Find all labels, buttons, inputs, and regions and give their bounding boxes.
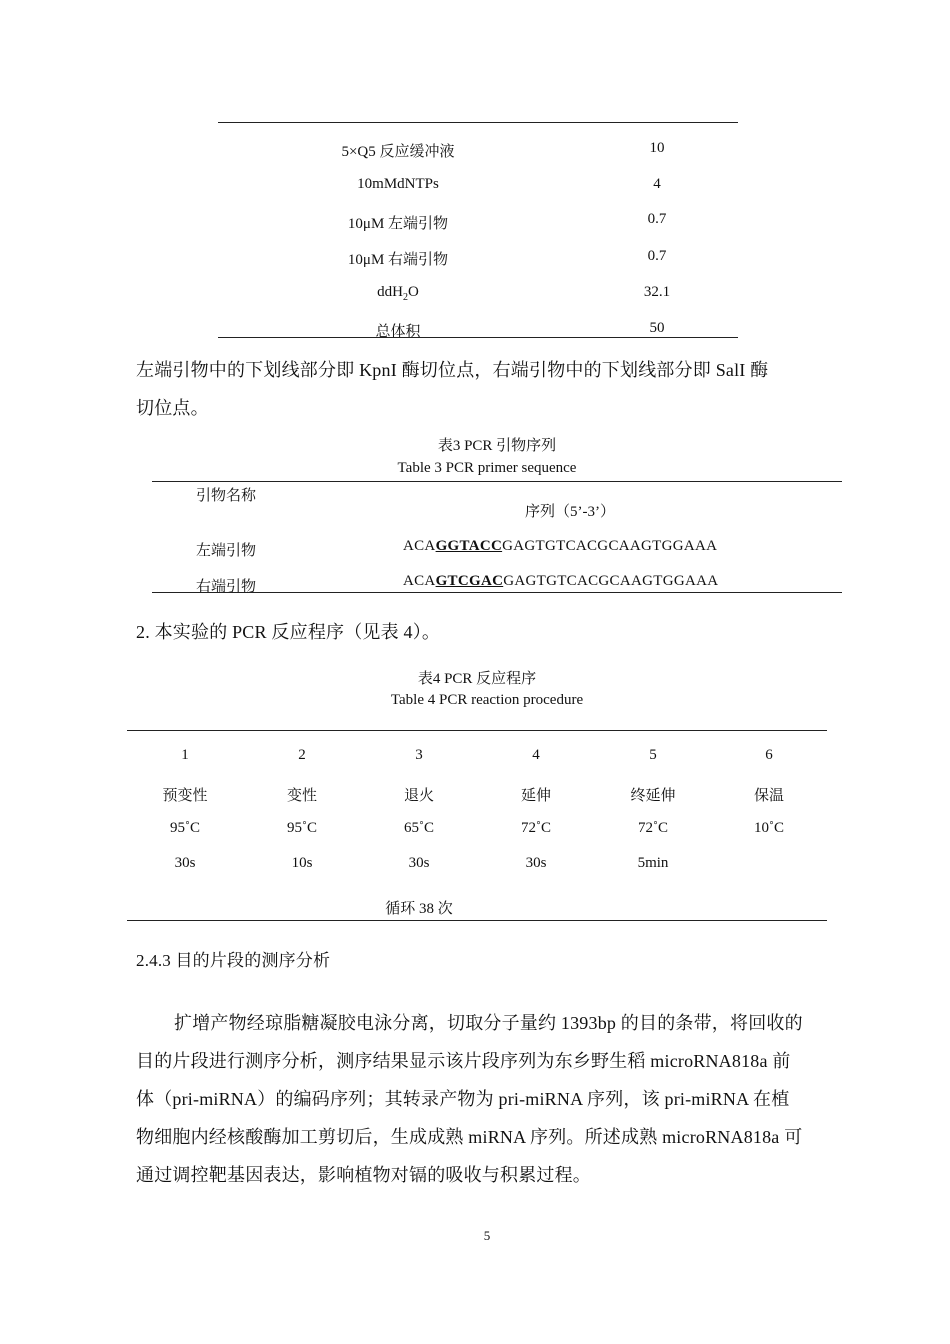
table4-temperature: 72˚C bbox=[638, 820, 668, 836]
table2-row-5-value: 32.1 bbox=[643, 284, 671, 300]
table2-row-1-label: 5×Q5 反应缓冲液 bbox=[341, 144, 455, 160]
section-body-line: 扩增产物经琼脂糖凝胶电泳分离，切取分子量约 1393bp 的目的条带，将回收的 bbox=[174, 1013, 803, 1033]
table3-header-name: 引物名称 bbox=[196, 488, 257, 504]
table4-temperature: 95˚C bbox=[287, 820, 317, 836]
table4-duration: 30s bbox=[525, 855, 547, 871]
table4-duration: 30s bbox=[408, 855, 430, 871]
table2-row-4-value: 0.7 bbox=[647, 248, 667, 264]
table4-step: 2 bbox=[298, 747, 306, 763]
table4-caption-en: Table 4 PCR reaction procedure bbox=[390, 692, 584, 708]
table2-row-6-value: 50 bbox=[649, 320, 665, 336]
table3-bottom-rule bbox=[152, 592, 842, 593]
section-body-line: 通过调控靶基因表达，影响植物对镉的吸收与积累过程。 bbox=[136, 1165, 591, 1185]
table4-step-name: 终延伸 bbox=[630, 788, 676, 804]
table2-row-4-label: 10μM 右端引物 bbox=[347, 252, 449, 268]
ddh2o-main: ddH bbox=[377, 284, 403, 300]
table4-temperature: 95˚C bbox=[170, 820, 200, 836]
table4-bottom-rule bbox=[127, 920, 827, 921]
seq-suffix: GAGTGTCACGCAAGTGGAAA bbox=[502, 538, 718, 554]
table2-row-2-label: 10mMdNTPs bbox=[357, 176, 439, 192]
paragraph-restriction-sites-line2: 切位点。 bbox=[136, 398, 209, 418]
table2-row-3-label: 10μM 左端引物 bbox=[347, 216, 449, 232]
table4-caption-cn: 表4 PCR 反应程序 bbox=[417, 671, 537, 687]
seq-prefix: ACA bbox=[403, 573, 436, 589]
table3-row-2-name: 右端引物 bbox=[196, 579, 257, 595]
section-body-line: 目的片段进行测序分析，测序结果显示该片段序列为东乡野生稻 microRNA818a 前 bbox=[136, 1051, 791, 1071]
table4-step: 1 bbox=[181, 747, 189, 763]
table4-duration: 30s bbox=[174, 855, 196, 871]
table4-step-name: 保温 bbox=[753, 788, 784, 804]
table4-temperature: 65˚C bbox=[404, 820, 434, 836]
table4-duration: 5min bbox=[637, 855, 669, 871]
paragraph-restriction-sites-line1: 左端引物中的下划线部分即 KpnI 酶切位点，右端引物中的下划线部分即 SalI 酶 bbox=[136, 360, 769, 380]
table4-step-name: 退火 bbox=[403, 788, 434, 804]
table2-row-6-label: 总体积 bbox=[375, 324, 421, 340]
table3-row-1-name: 左端引物 bbox=[196, 543, 257, 559]
table4-temperature: 72˚C bbox=[521, 820, 551, 836]
table3-row-2-sequence bbox=[403, 573, 718, 590]
table2-row-5-label bbox=[298, 284, 498, 303]
table4-step-name: 延伸 bbox=[520, 788, 551, 804]
sali-site: GTCGAC bbox=[435, 573, 504, 589]
ddh2o-suffix: O bbox=[408, 284, 419, 300]
table4-step-name: 变性 bbox=[286, 788, 317, 804]
table3-caption-cn: 表3 PCR 引物序列 bbox=[437, 438, 557, 454]
section-body-line: 体（pri-miRNA）的编码序列；其转录产物为 pri-miRNA 序列，该 pri-miRNA 在植 bbox=[136, 1089, 790, 1109]
table4-step: 5 bbox=[649, 747, 657, 763]
page-number: 5 bbox=[483, 1228, 491, 1243]
section-body-line: 物细胞内经核酸酶加工剪切后，生成成熟 miRNA 序列。所述成熟 microRNA818a 可 bbox=[136, 1127, 803, 1147]
table2-bottom-rule bbox=[218, 337, 738, 338]
section-heading: 2.4.3 目的片段的测序分析 bbox=[136, 951, 331, 970]
table3-top-rule bbox=[152, 481, 842, 482]
seq-suffix: GAGTGTCACGCAAGTGGAAA bbox=[503, 573, 719, 589]
table4-duration: 10s bbox=[291, 855, 313, 871]
table4-step: 3 bbox=[415, 747, 423, 763]
table3-caption-en: Table 3 PCR primer sequence bbox=[397, 460, 577, 476]
table4-cycle-note: 循环 38 次 bbox=[385, 901, 453, 917]
seq-prefix: ACA bbox=[403, 538, 436, 554]
table2-row-1-value: 10 bbox=[649, 140, 665, 156]
table2-row-3-value: 0.7 bbox=[647, 211, 667, 227]
table4-step: 4 bbox=[532, 747, 540, 763]
table4-temperature: 10˚C bbox=[754, 820, 784, 836]
table4-step-name: 预变性 bbox=[162, 788, 208, 804]
table3-header-sequence: 序列（5’-3’） bbox=[525, 504, 615, 520]
table4-top-rule bbox=[127, 730, 827, 731]
table3-row-1-sequence bbox=[403, 538, 717, 555]
table4-step: 6 bbox=[765, 747, 773, 763]
table2-top-rule bbox=[218, 122, 738, 123]
item-2-text: 2. 本实验的 PCR 反应程序（见表 4）。 bbox=[136, 622, 441, 642]
kpni-site: GGTACC bbox=[435, 538, 503, 554]
table2-row-2-value: 4 bbox=[653, 176, 661, 192]
ddh2o-subscript: 2 bbox=[403, 292, 408, 303]
